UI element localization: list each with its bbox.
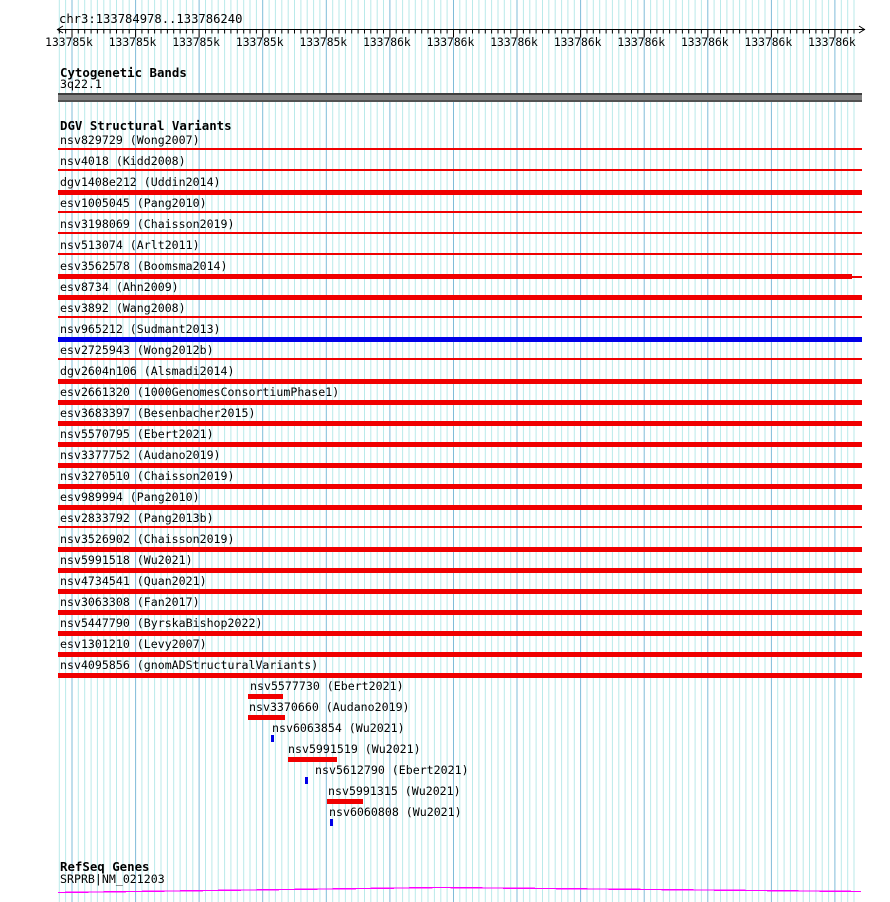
ruler-tick-label: 133786k (553, 36, 602, 49)
variant-label[interactable]: esv8734 (Ahn2009) (60, 280, 179, 294)
refseq-track-title: RefSeq Genes (60, 859, 150, 874)
variant-label[interactable]: dgv1408e212 (Uddin2014) (60, 175, 221, 189)
variant-label[interactable]: nsv3377752 (Audano2019) (60, 448, 221, 462)
variant-label[interactable]: nsv4018 (Kidd2008) (60, 154, 186, 168)
variant-label[interactable]: nsv3198069 (Chaisson2019) (60, 217, 235, 231)
variant-label[interactable]: nsv829729 (Wong2007) (60, 133, 200, 147)
cytoband-name: 3q22.1 (60, 77, 102, 91)
variant-label[interactable]: dgv2604n106 (Alsmadi2014) (60, 364, 235, 378)
variant-label[interactable]: nsv965212 (Sudmant2013) (60, 322, 221, 336)
variant-label[interactable]: nsv3370660 (Audano2019) (249, 700, 410, 714)
ruler-tick-label: 133786k (680, 36, 729, 49)
variant-label[interactable]: esv3562578 (Boomsma2014) (60, 259, 228, 273)
ruler-tick-label: 133786k (808, 36, 856, 49)
variant-label[interactable]: nsv3063308 (Fan2017) (60, 595, 200, 609)
variant-label[interactable]: esv3683397 (Besenbacher2015) (60, 406, 256, 420)
variant-label[interactable]: nsv5447790 (ByrskaBishop2022) (60, 616, 263, 630)
variant-label[interactable]: nsv6063854 (Wu2021) (272, 721, 405, 735)
variant-label[interactable]: nsv5612790 (Ebert2021) (315, 763, 469, 777)
ruler-tick-label: 133785k (108, 36, 157, 49)
ruler-tick-label: 133785k (45, 36, 93, 49)
variant-label[interactable]: nsv3526902 (Chaisson2019) (60, 532, 235, 546)
dgv-track-title: DGV Structural Variants (60, 118, 232, 133)
variant-label[interactable]: nsv5577730 (Ebert2021) (250, 679, 404, 693)
variant-label[interactable]: nsv513074 (Arlt2011) (60, 238, 200, 252)
ruler-tick-label: 133786k (617, 36, 665, 49)
variant-label[interactable]: esv2833792 (Pang2013b) (60, 511, 214, 525)
variant-label[interactable]: nsv5991315 (Wu2021) (328, 784, 461, 798)
ruler-tick-label: 133785k (235, 36, 284, 49)
region-coordinates: chr3:133784978..133786240 (59, 12, 243, 26)
variant-label[interactable]: esv1301210 (Levy2007) (60, 637, 207, 651)
ruler-tick-label: 133786k (426, 36, 475, 49)
variant-label[interactable]: esv2725943 (Wong2012b) (60, 343, 214, 357)
variant-label[interactable]: esv2661320 (1000GenomesConsortiumPhase1) (60, 385, 340, 399)
variant-label[interactable]: esv989994 (Pang2010) (60, 490, 200, 504)
ruler-tick-label: 133785k (299, 36, 348, 49)
cytogenetic-bands-title: Cytogenetic Bands (60, 65, 187, 80)
variant-label[interactable]: nsv4734541 (Quan2021) (60, 574, 207, 588)
variant-label[interactable]: esv3892 (Wang2008) (60, 301, 186, 315)
variant-label[interactable]: nsv5991518 (Wu2021) (60, 553, 193, 567)
variant-label[interactable]: nsv4095856 (gnomADStructuralVariants) (60, 658, 319, 672)
ruler-tick-label: 133786k (490, 36, 538, 49)
variant-label[interactable]: esv1005045 (Pang2010) (60, 196, 207, 210)
ruler-tick-label: 133786k (363, 36, 411, 49)
variant-label[interactable]: nsv6060808 (Wu2021) (329, 805, 462, 819)
ruler-tick-label: 133786k (744, 36, 793, 49)
gene-name[interactable]: SRPRB|NM_021203 (60, 872, 165, 886)
variant-label[interactable]: nsv5570795 (Ebert2021) (60, 427, 214, 441)
ruler-tick-label: 133785k (172, 36, 220, 49)
variant-label[interactable]: nsv5991519 (Wu2021) (288, 742, 421, 756)
variant-label[interactable]: nsv3270510 (Chaisson2019) (60, 469, 235, 483)
